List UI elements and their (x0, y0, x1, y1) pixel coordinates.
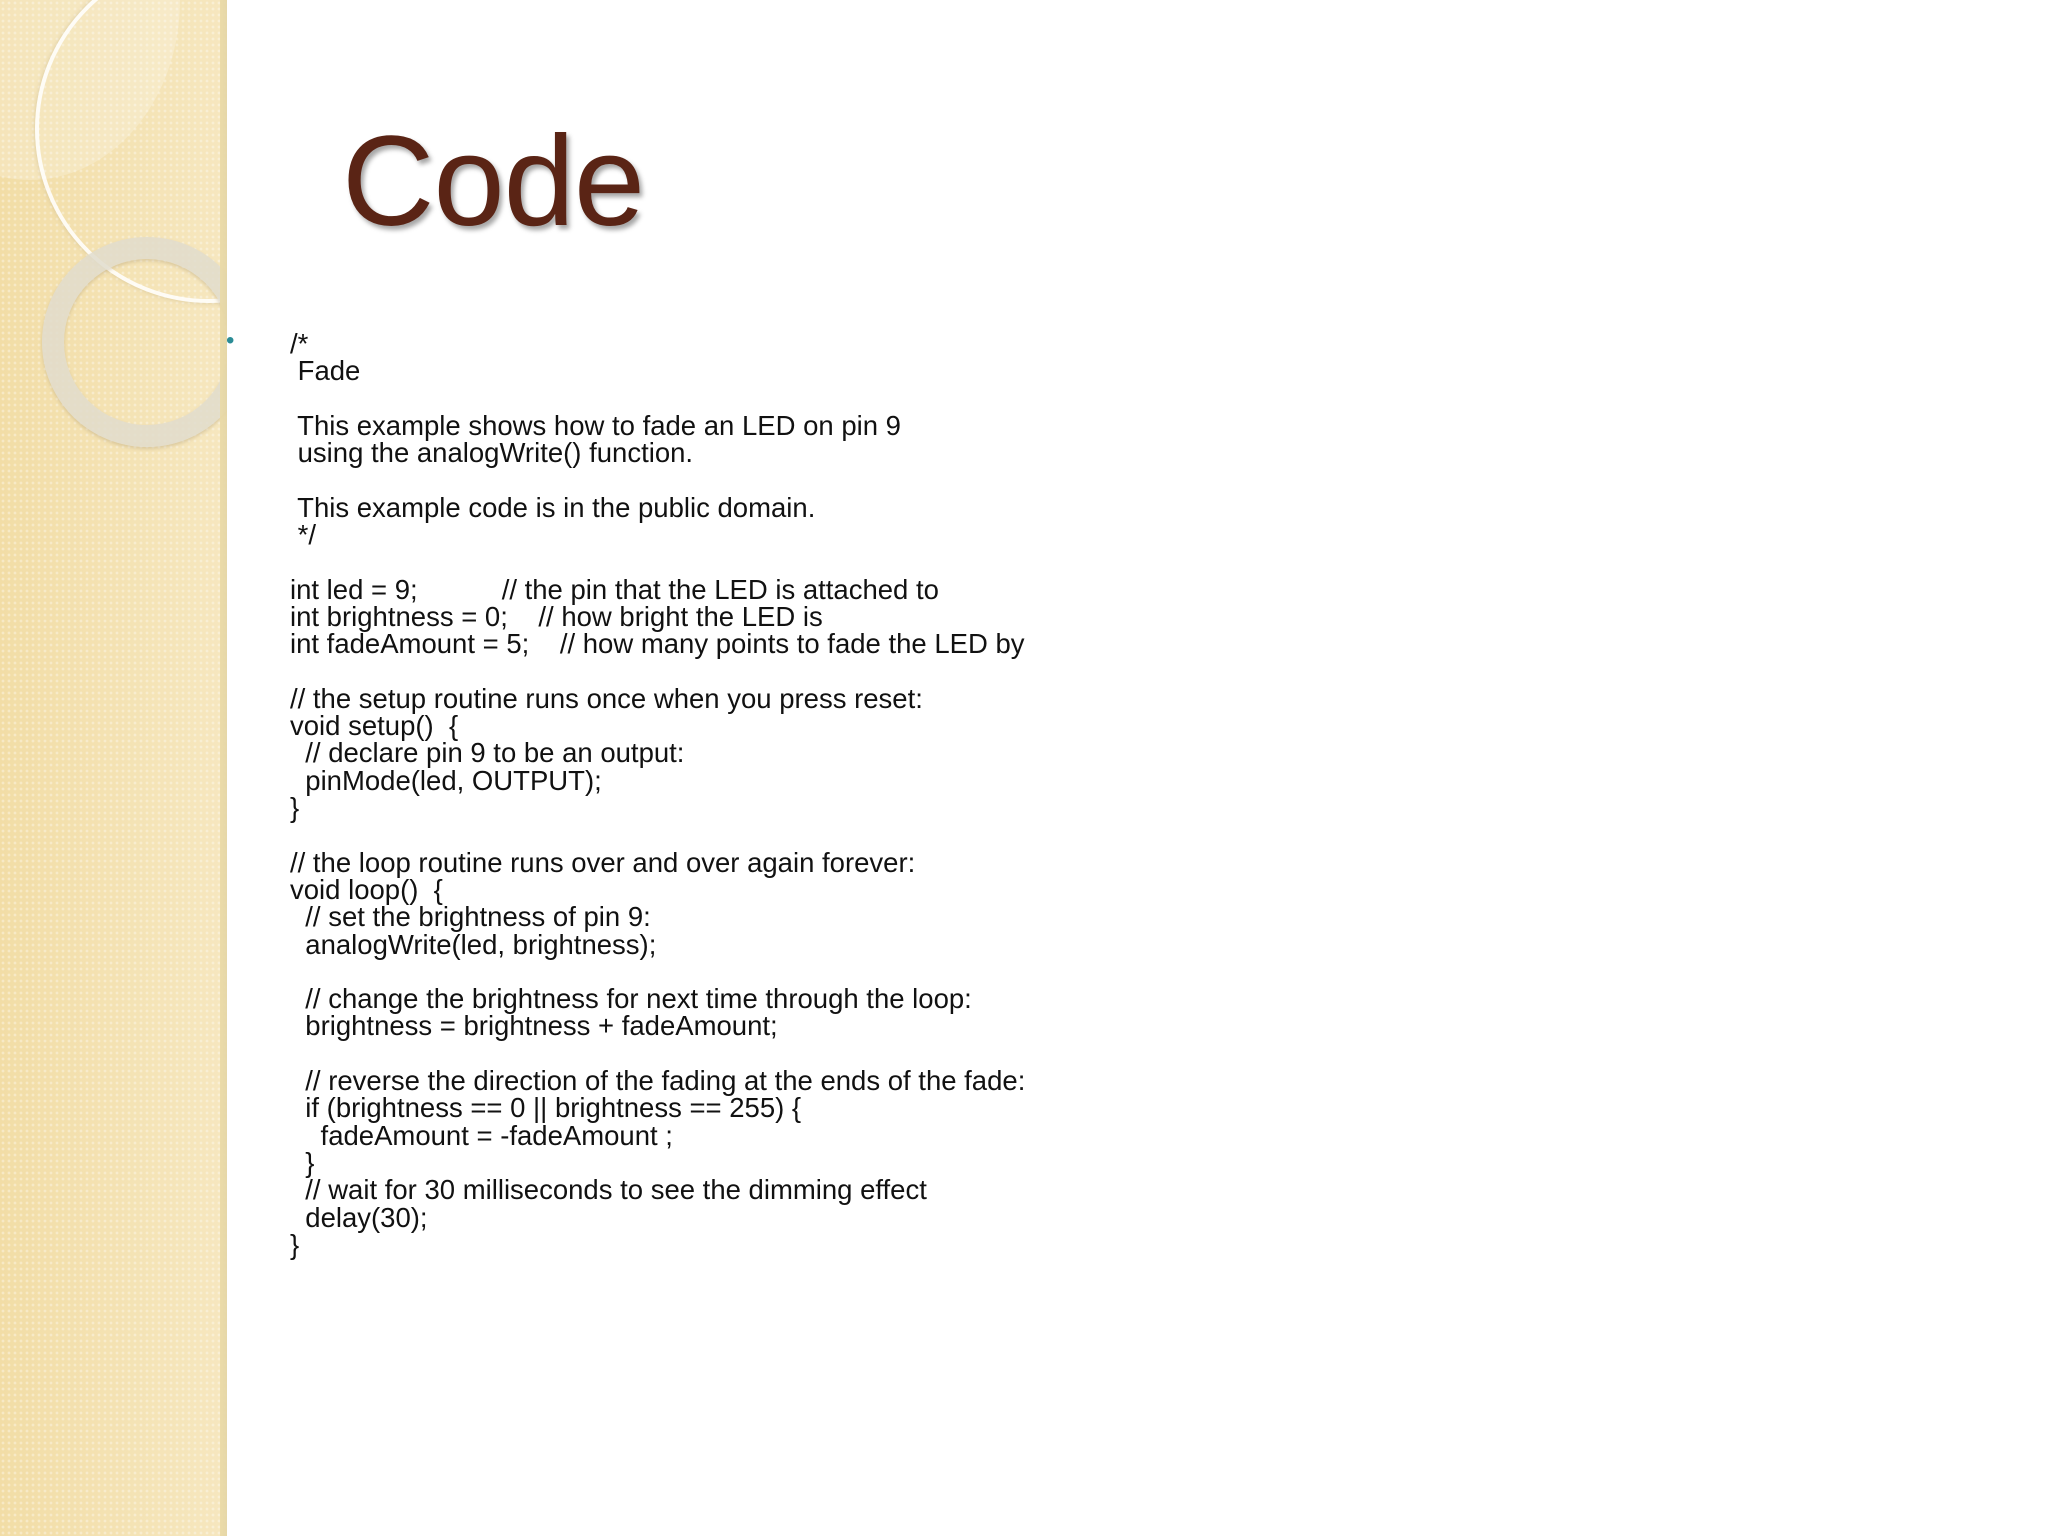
decorative-sidebar (0, 0, 227, 1536)
code-listing: /* Fade This example shows how to fade an LED on pin 9 using the analogWrite() function. This example code is in the public domain. */ int led = 9; // the pin that the LED is attached to int brightness = 0; // how bright the LED is int fadeAmount = 5; // how many points to fade the LED by // the setup routine runs once when you press reset: void setup() { // declare pin 9 to be an output: pinMode(led, OUTPUT); } // the loop routine runs over and over again forever: void loop() { // set the brightness of pin 9: analogWrite(led, brightness); // change the brightness for next time through the loop: brightness = brightness + fadeAmount; // reverse the direction of the fading at the ends of the fade: if (brightness == 0 || brightness == 255) { fadeAmount = -fadeAmount ; } // wait for 30 milliseconds to see the dimming effect delay(30); } (290, 328, 1026, 1260)
sidebar-edge (220, 0, 227, 1536)
bullet-marker: • (226, 327, 235, 354)
slide-title: Code (342, 110, 644, 253)
decorative-ring (42, 237, 227, 447)
